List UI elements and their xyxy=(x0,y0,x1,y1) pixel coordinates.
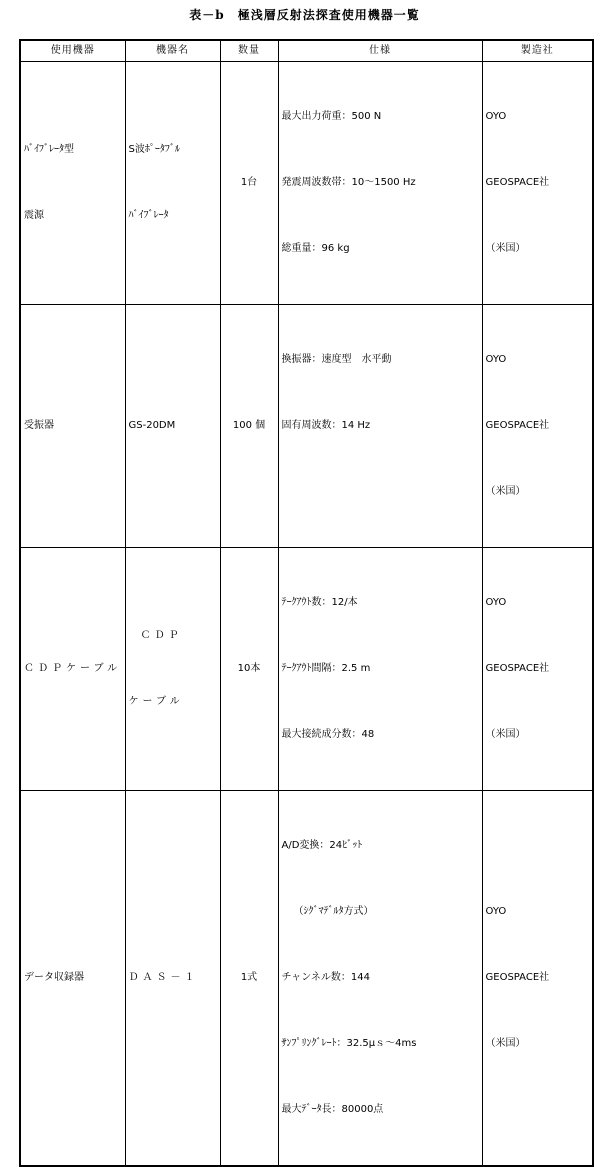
model-line: ＤＡＳ－１ xyxy=(128,972,199,983)
spec-line: ﾃｰｸｱｳﾄ間隔：2.5 m xyxy=(281,663,371,674)
quantity-cell: 1式 xyxy=(220,791,278,1167)
spec-cell xyxy=(278,305,482,548)
table-row-geophone xyxy=(20,305,593,548)
table-row-cdp-cable xyxy=(20,548,593,791)
equipment-line: ＣＤＰケーブル xyxy=(24,663,122,674)
model-cell xyxy=(125,62,220,305)
maker-line: OYO xyxy=(485,597,507,608)
equipment-cell xyxy=(20,548,125,791)
maker-cell xyxy=(482,791,593,1167)
model-cell xyxy=(125,548,220,791)
spec-line: 最大接続成分数：48 xyxy=(281,729,375,740)
equipment-line: 受振器 xyxy=(24,420,54,431)
equipment-cell xyxy=(20,791,125,1167)
equipment-line: 震源 xyxy=(24,210,44,221)
maker-line: OYO xyxy=(485,354,507,365)
maker-line: OYO xyxy=(485,111,507,122)
maker-cell xyxy=(482,305,593,548)
spec-line: 最大ﾃﾞｰﾀ長：80000点 xyxy=(281,1104,384,1115)
spec-cell xyxy=(278,791,482,1167)
model-line: ＣＤＰ xyxy=(140,630,183,641)
spec-line: A/D変換：24ﾋﾞｯﾄ xyxy=(281,840,363,851)
equipment-cell xyxy=(20,62,125,305)
table-row-data-recorder xyxy=(20,791,593,1167)
column-header-equipment: 使用機器 xyxy=(20,40,125,62)
maker-cell xyxy=(482,548,593,791)
spec-line: 最大出力荷重：500 N xyxy=(281,111,382,122)
quantity-cell: 1台 xyxy=(220,62,278,305)
model-line: ケーブル xyxy=(128,696,184,707)
column-header-model: 機器名 xyxy=(125,40,220,62)
column-header-quantity: 数量 xyxy=(220,40,278,62)
spec-line: 換振器：速度型 水平動 xyxy=(281,354,392,365)
maker-line: GEOSPACE社 xyxy=(485,420,550,431)
maker-line: （米国） xyxy=(485,729,526,740)
document-title: 表－b 極浅層反射法探査使用機器一覧 xyxy=(189,8,420,22)
table-header-row xyxy=(20,40,593,62)
maker-line: （米国） xyxy=(485,486,526,497)
equipment-line: ﾊﾞｲﾌﾞﾚｰﾀ型 xyxy=(24,144,74,155)
spec-line: 発震周波数帯：10～1500 Hz xyxy=(281,177,416,188)
maker-line: GEOSPACE社 xyxy=(485,177,550,188)
quantity-cell: 10本 xyxy=(220,548,278,791)
model-cell xyxy=(125,305,220,548)
table-row-vibrator xyxy=(20,62,593,305)
spec-line: ｻﾝﾌﾟﾘﾝｸﾞﾚｰﾄ：32.5μｓ～4ms xyxy=(281,1038,417,1049)
maker-line: GEOSPACE社 xyxy=(485,663,550,674)
maker-line: （米国） xyxy=(485,243,526,254)
equipment-line: データ収録器 xyxy=(24,972,84,983)
column-header-spec: 仕様 xyxy=(278,40,482,62)
column-header-maker: 製造社 xyxy=(482,40,593,62)
spec-cell xyxy=(278,548,482,791)
model-cell xyxy=(125,791,220,1167)
maker-cell xyxy=(482,62,593,305)
spec-cell xyxy=(278,62,482,305)
model-line: ﾊﾞｲﾌﾞﾚｰﾀ xyxy=(128,210,169,221)
model-line: S波ﾎﾟｰﾀﾌﾞﾙ xyxy=(128,144,180,155)
spec-line: 固有周波数：14 Hz xyxy=(281,420,371,431)
model-line: GS-20DM xyxy=(128,420,176,431)
spec-line: ﾃｰｸｱｳﾄ数：12/本 xyxy=(281,597,358,608)
spec-line: （ｼｸﾞﾏﾃﾞﾙﾀ方式） xyxy=(293,906,374,917)
equipment-table xyxy=(19,39,594,1167)
maker-line: GEOSPACE社 xyxy=(485,972,550,983)
quantity-cell: 100 個 xyxy=(220,305,278,548)
spec-line: チャンネル数：144 xyxy=(281,972,370,983)
equipment-cell xyxy=(20,305,125,548)
maker-line: OYO xyxy=(485,906,507,917)
maker-line: （米国） xyxy=(485,1038,526,1049)
spec-line: 総重量：96 kg xyxy=(281,243,350,254)
